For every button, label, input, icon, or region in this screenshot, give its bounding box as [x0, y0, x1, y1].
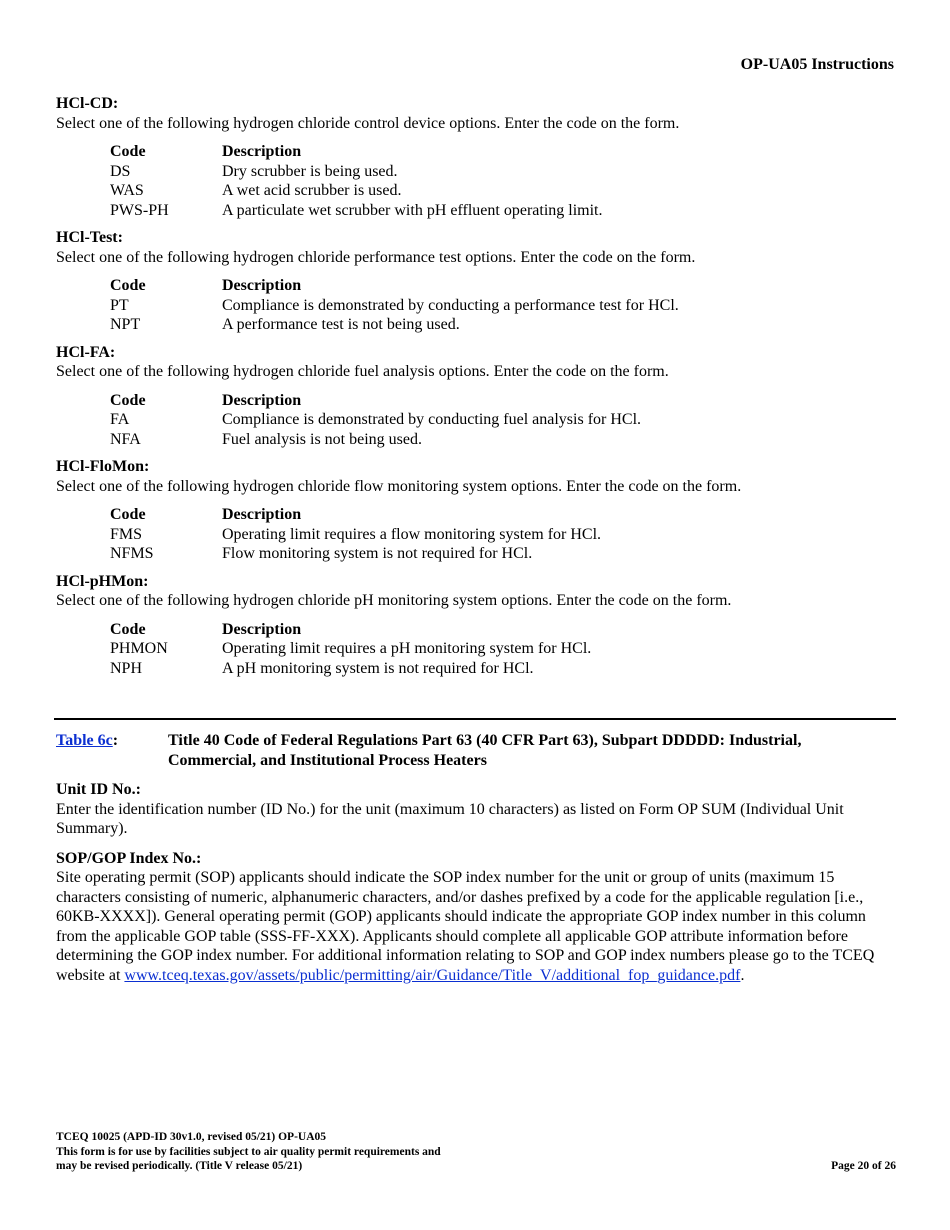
section-hcl-cd — [56, 94, 896, 220]
code-table — [110, 142, 602, 220]
description-column-header: Description — [222, 391, 302, 409]
code-table — [110, 276, 679, 335]
description-cell: A particulate wet scrubber with pH effluent operating limit. — [222, 201, 603, 219]
code-cell: NPT — [110, 316, 141, 333]
code-cell: NFA — [110, 430, 141, 448]
description-cell: A wet acid scrubber is used. — [222, 182, 402, 199]
table-row — [110, 639, 591, 659]
unit-id-text: Enter the identification number (ID No.) for the unit (maximum 10 characters) as listed on Form OP SUM (Individual Unit Summary). — [56, 800, 844, 837]
code-column-header: Code — [110, 277, 146, 294]
table-row — [110, 315, 679, 335]
code-cell: PWS-PH — [110, 201, 169, 219]
table-6c-title: Title 40 Code of Federal Regulations Part 63 (40 CFR Part 63), Subpart DDDDD: Industrial, Commercial, and Institutional Process Heaters — [168, 732, 802, 769]
table-6c-link[interactable]: Table 6c — [56, 732, 113, 749]
code-cell: WAS — [110, 182, 144, 199]
page-number: Page 20 of 26 — [831, 1160, 896, 1172]
code-table — [110, 620, 591, 679]
page-header-title: OP-UA05 Instructions — [740, 56, 894, 73]
unit-id-title: Unit ID No.: — [56, 781, 141, 798]
table-row — [110, 659, 591, 679]
table-row — [110, 430, 641, 450]
table-6c-heading — [56, 731, 896, 771]
section-instruction: Select one of the following hydrogen chloride flow monitoring system options. Enter the code on the form. — [56, 477, 742, 495]
description-cell: Compliance is demonstrated by conducting fuel analysis for HCl. — [222, 411, 642, 428]
table-6c-link-group — [56, 731, 118, 751]
description-cell: Compliance is demonstrated by conducting a performance test for HCl. — [222, 296, 679, 314]
code-column-header: Code — [110, 620, 146, 638]
section-hcl-test — [56, 228, 896, 335]
table-row — [110, 544, 601, 564]
code-column-header: Code — [110, 391, 146, 409]
sop-gop-paragraph — [56, 868, 886, 985]
table-6c-colon: : — [112, 732, 119, 749]
sop-gop-title: SOP/GOP Index No.: — [56, 849, 202, 867]
section-divider — [54, 718, 896, 720]
footer-notice-line1: This form is for use by facilities subject to air quality permit requirements and — [56, 1145, 441, 1158]
table-header-row — [110, 276, 679, 296]
table-row — [110, 201, 602, 221]
section-hcl-flomon — [56, 457, 896, 564]
section-instruction: Select one of the following hydrogen chloride control device options. Enter the code on the form. — [56, 114, 680, 132]
footer-notice-line2: may be revised periodically. (Title V release 05/21) — [56, 1160, 303, 1172]
section-title: HCl-FA: — [56, 343, 116, 361]
footer-form-id: TCEQ 10025 (APD-ID 30v1.0, revised 05/21) OP-UA05 — [56, 1131, 327, 1143]
sop-gop-text: Site operating permit (SOP) applicants should indicate the SOP index number for the unit or group of units (maximum 15 characters consisting of numeric, alphanumeric characters, and/or dashes prefixed by a code for the applicable regulation [i.e., 60KB-XXXX]). General operating permit (GOP) applicants should indicate the appropriate GOP index number in this column from the applicable GOP table (SSS-FF-XXX). Applicants should complete all applicable GOP attribute information before determining the GOP index number. For additional information relating to SOP and GOP index numbers please go to the TCEQ website at — [56, 869, 875, 984]
description-cell: Operating limit requires a flow monitoring system for HCl. — [222, 525, 602, 543]
table-header-row — [110, 620, 591, 640]
table-header-row — [110, 505, 601, 525]
code-cell: NPH — [110, 659, 143, 677]
description-cell: A pH monitoring system is not required for HCl. — [222, 659, 534, 677]
code-cell: PHMON — [110, 640, 168, 657]
section-instruction: Select one of the following hydrogen chloride performance test options. Enter the code on the form. — [56, 248, 696, 266]
code-sections — [56, 94, 896, 686]
field-instructions — [56, 780, 886, 985]
code-column-header: Code — [110, 143, 146, 160]
description-column-header: Description — [222, 277, 302, 294]
section-instruction: Select one of the following hydrogen chloride fuel analysis options. Enter the code on the form. — [56, 363, 669, 380]
description-cell: Fuel analysis is not being used. — [222, 430, 422, 448]
code-cell: PT — [110, 296, 129, 314]
section-hcl-phmon — [56, 572, 896, 679]
table-row — [110, 162, 602, 182]
table-row — [110, 181, 602, 201]
table-row — [110, 525, 601, 545]
code-cell: NFMS — [110, 545, 154, 562]
description-cell: Dry scrubber is being used. — [222, 162, 398, 180]
code-table — [110, 391, 641, 450]
section-title: HCl-FloMon: — [56, 458, 150, 475]
code-column-header: Code — [110, 506, 146, 523]
section-title: HCl-pHMon: — [56, 572, 149, 590]
table-header-row — [110, 391, 641, 411]
code-cell: DS — [110, 162, 131, 180]
code-cell: FMS — [110, 525, 143, 543]
description-cell: Flow monitoring system is not required for HCl. — [222, 545, 533, 562]
section-title: HCl-Test: — [56, 229, 123, 246]
code-table — [110, 505, 601, 564]
description-cell: Operating limit requires a pH monitoring system for HCl. — [222, 640, 592, 657]
section-hcl-fa — [56, 343, 896, 450]
table-row — [110, 410, 641, 430]
description-cell: A performance test is not being used. — [222, 316, 460, 333]
table-row — [110, 296, 679, 316]
section-title: HCl-CD: — [56, 95, 119, 112]
section-instruction: Select one of the following hydrogen chloride pH monitoring system options. Enter the code on the form. — [56, 592, 732, 609]
description-column-header: Description — [222, 620, 302, 638]
table-header-row — [110, 142, 602, 162]
description-column-header: Description — [222, 143, 302, 160]
tceq-guidance-link[interactable]: www.tceq.texas.gov/assets/public/permitting/air/Guidance/Title_V/additional_fop_guidance.pdf — [124, 966, 741, 984]
description-column-header: Description — [222, 506, 302, 523]
code-cell: FA — [110, 411, 130, 428]
page-footer — [56, 1130, 896, 1174]
sop-gop-period: . — [740, 966, 745, 984]
